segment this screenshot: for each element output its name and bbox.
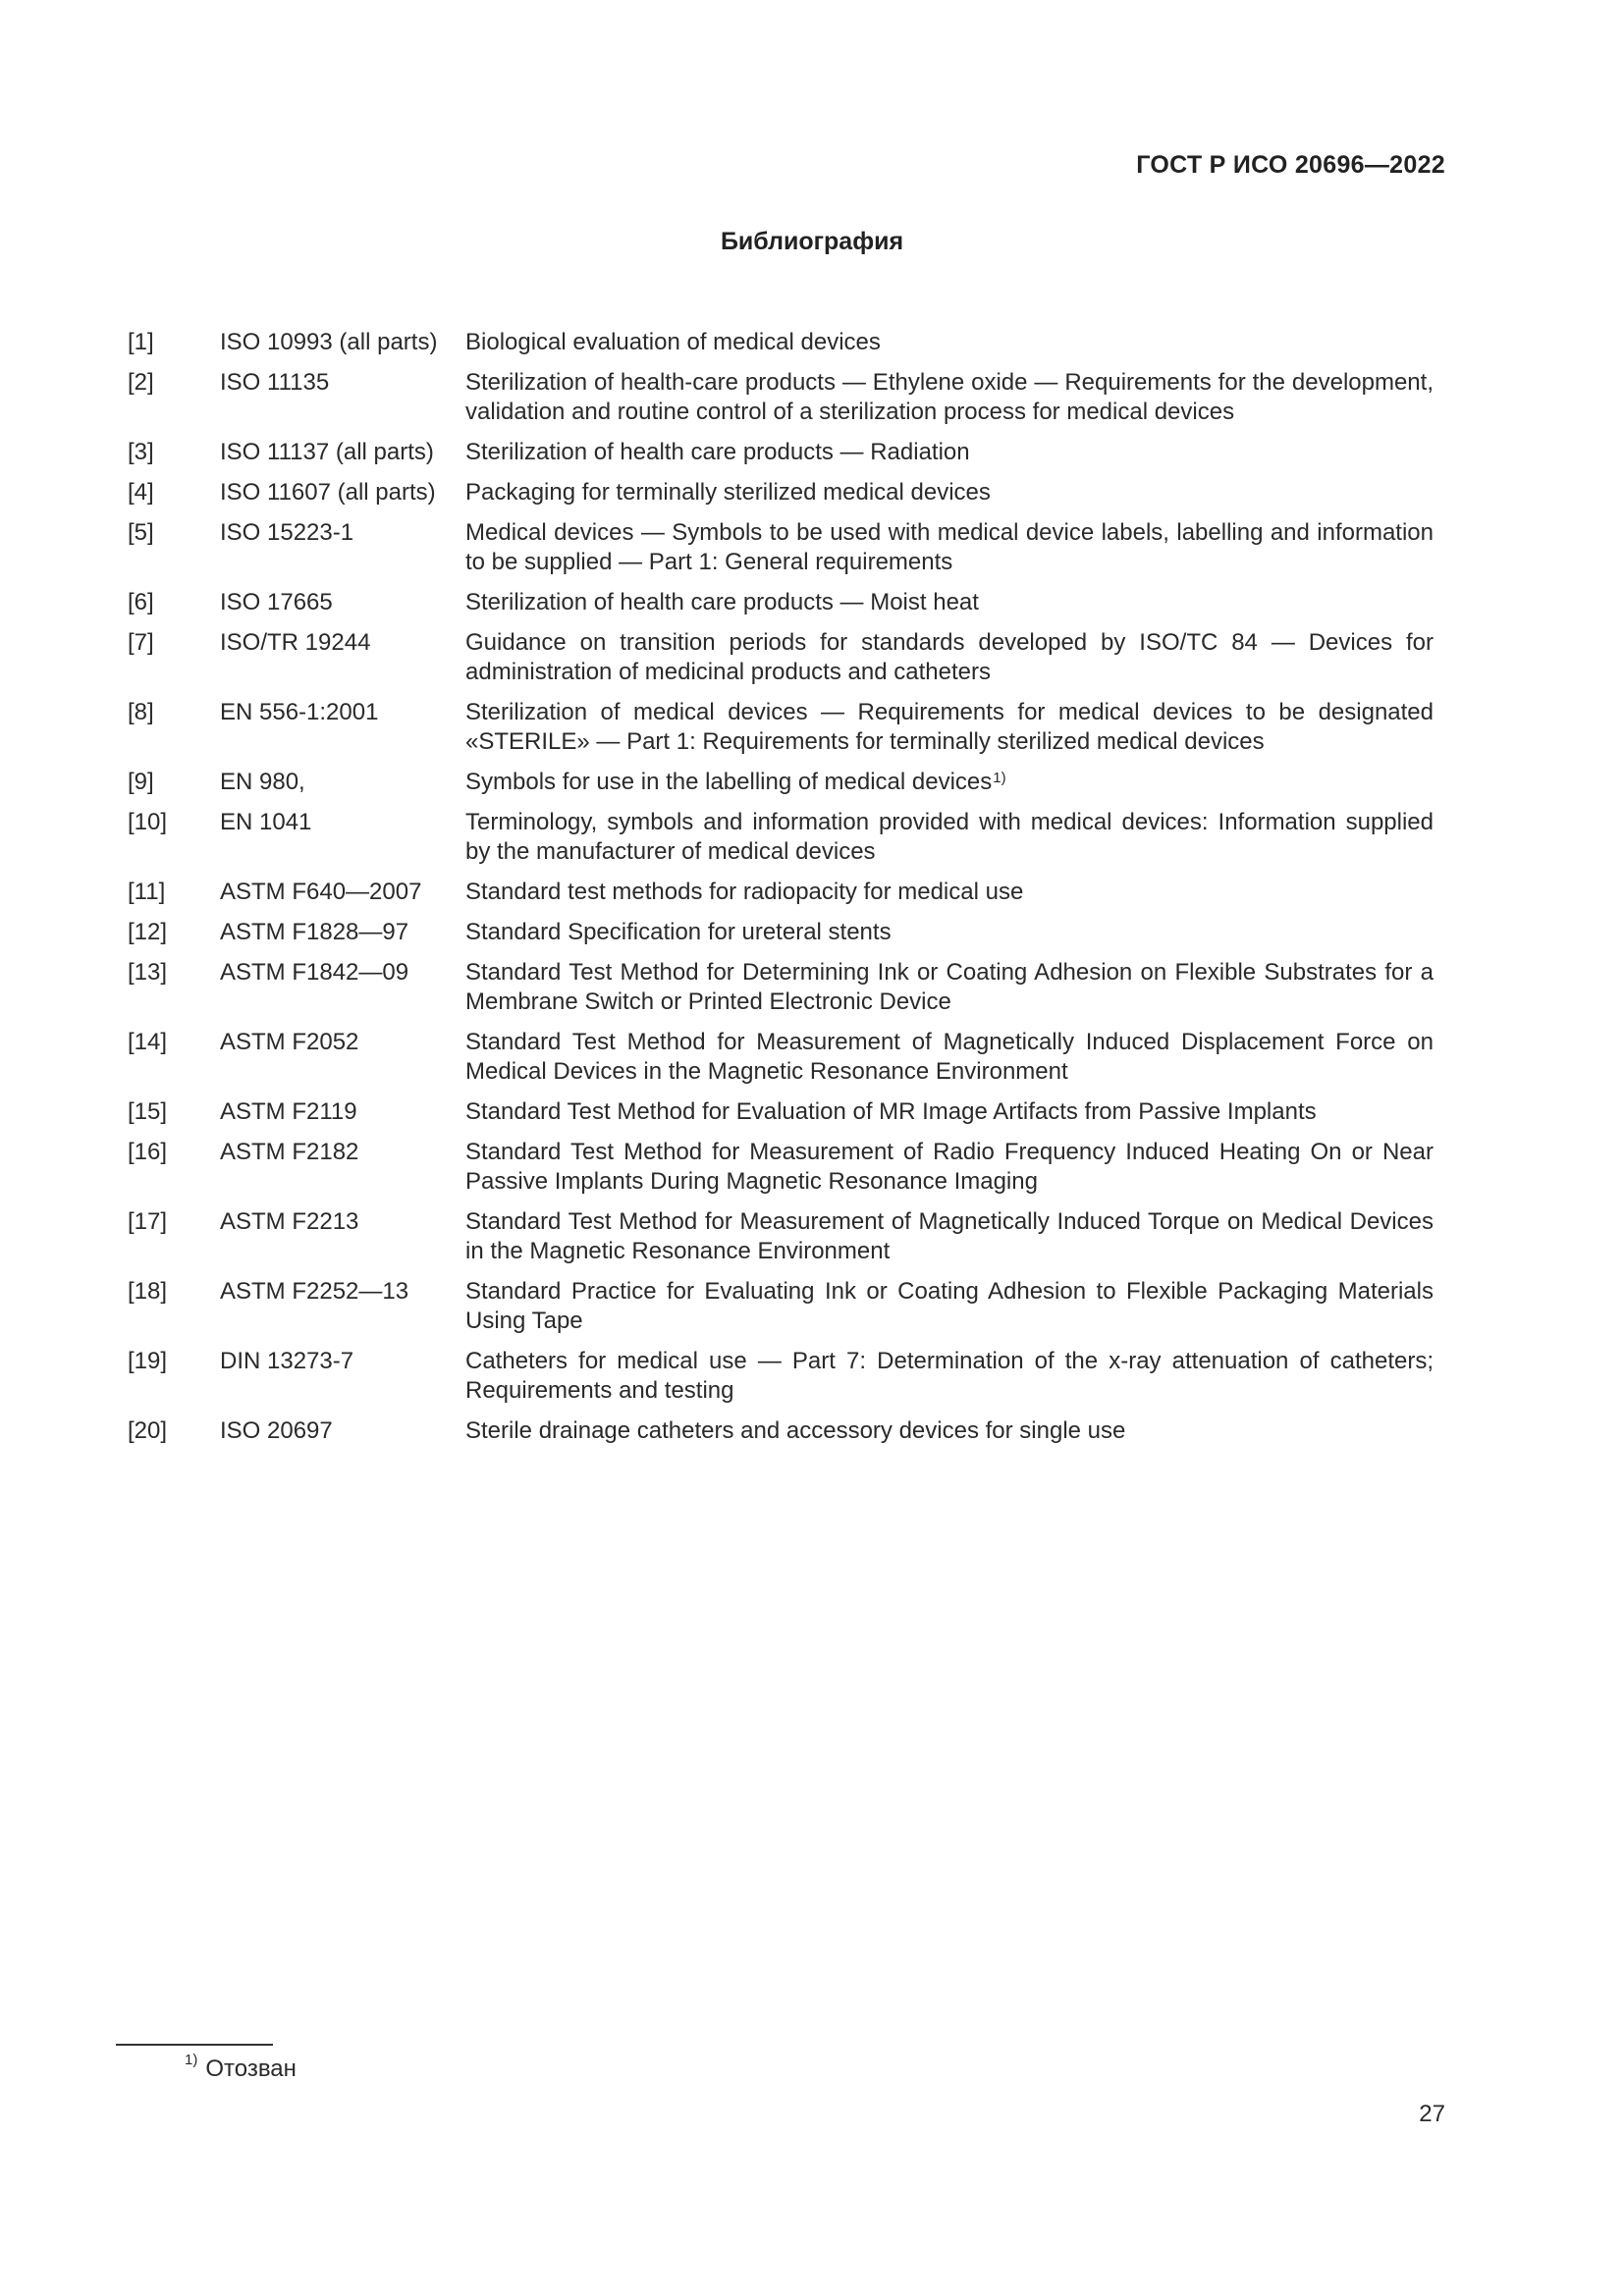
bibliography-entry: [128, 1347, 1434, 1416]
bibliography-entry: [128, 368, 1434, 438]
entry-number: [9]: [128, 769, 154, 795]
entry-title: Catheters for medical use — Part 7: Determination of the x-ray attenuation of catheters; Requirements and testing: [465, 1348, 1434, 1404]
footnote-mark: 1): [185, 2052, 198, 2068]
entry-title: Medical devices — Symbols to be used with medical device labels, labelling and information to be supplied — Part 1: General requirements: [465, 519, 1434, 575]
entry-title-cell: [465, 1347, 1434, 1416]
entry-title: Terminology, symbols and information provided with medical devices: Information supplied by the manufacturer of medical devices: [465, 809, 1434, 865]
bibliography-entry: [128, 588, 1434, 628]
footnote-text: Отозван: [205, 2056, 297, 2082]
entry-number: [1]: [128, 329, 154, 355]
entry-title-cell: [465, 1138, 1434, 1207]
entry-reference: ASTM F1842—09: [220, 959, 409, 986]
entry-number: [19]: [128, 1348, 168, 1374]
entry-number: [17]: [128, 1208, 168, 1235]
entry-title-cell: [465, 1277, 1434, 1347]
bibliography-entry: [128, 1028, 1434, 1097]
entry-title: Standard test methods for radiopacity for medical use: [465, 879, 1024, 905]
entry-reference: ISO 11607 (all parts): [220, 479, 436, 506]
bibliography-entry: [128, 808, 1434, 878]
entry-number: [14]: [128, 1029, 168, 1055]
entry-title: Sterilization of health care products — Radiation: [465, 439, 970, 465]
entry-number: [4]: [128, 479, 154, 506]
entry-title-cell: [465, 628, 1434, 698]
footnote-divider: [116, 2044, 273, 2046]
entry-title-cell: [465, 518, 1434, 588]
entry-reference: ISO 17665: [220, 589, 333, 615]
bibliography-entry: [128, 1416, 1434, 1457]
entry-title-cell: [465, 958, 1434, 1028]
bibliography-entry: [128, 1277, 1434, 1347]
entry-number: [18]: [128, 1278, 168, 1305]
bibliography-entry: [128, 1207, 1434, 1277]
entry-number: [8]: [128, 699, 154, 725]
entry-title: Standard Test Method for Measurement of Magnetically Induced Displacement Force on Medical Devices in the Magnetic Resonance Environment: [465, 1029, 1434, 1085]
entry-title: Sterilization of health-care products — Ethylene oxide — Requirements for the development, validation and routine control of a sterilization process for medical devices: [465, 369, 1434, 425]
entry-title-cell: [465, 438, 1434, 478]
entry-reference: ISO 11137 (all parts): [220, 439, 434, 465]
footnote: [185, 2052, 297, 2083]
entry-reference: ISO 20697: [220, 1417, 333, 1444]
entry-title: Standard Practice for Evaluating Ink or Coating Adhesion to Flexible Packaging Materials Using Tape: [465, 1278, 1434, 1334]
entry-reference: DIN 13273-7: [220, 1348, 354, 1374]
page-number: 27: [1419, 2101, 1445, 2127]
entry-reference: EN 556-1:2001: [220, 699, 379, 725]
entry-title: Symbols for use in the labelling of medical devices: [465, 769, 993, 795]
entry-reference: ASTM F640—2007: [220, 879, 422, 905]
bibliography-entry: [128, 1138, 1434, 1207]
bibliography-entry: [128, 518, 1434, 588]
entry-title-cell: [465, 588, 1434, 628]
entry-reference: ASTM F2119: [220, 1098, 357, 1125]
entry-title: Sterilization of medical devices — Requirements for medical devices to be designated «STERILE» — Part 1: Requirements for terminally sterilized medical devices: [465, 699, 1434, 755]
entry-title: Standard Test Method for Determining Ink or Coating Adhesion on Flexible Substrates for a Membrane Switch or Printed Electronic Device: [465, 959, 1434, 1015]
entry-reference: ISO 15223-1: [220, 519, 354, 546]
entry-number: [6]: [128, 589, 154, 615]
entry-number: [11]: [128, 879, 166, 905]
entry-number: [15]: [128, 1098, 168, 1125]
entry-title: Sterilization of health care products — Moist heat: [465, 589, 979, 615]
entry-number: [7]: [128, 629, 154, 656]
bibliography-table: [128, 328, 1434, 1457]
entry-title: Standard Test Method for Evaluation of MR Image Artifacts from Passive Implants: [465, 1098, 1317, 1125]
entry-title-cell: [465, 698, 1434, 768]
bibliography-list: [128, 328, 1434, 1457]
entry-number: [13]: [128, 959, 168, 986]
entry-title: Sterile drainage catheters and accessory devices for single use: [465, 1417, 1126, 1444]
entry-reference: ASTM F1828—97: [220, 919, 409, 945]
footnote-reference-mark: 1): [993, 770, 1006, 786]
entry-title-cell: [465, 918, 1434, 958]
entry-title: Standard Test Method for Measurement of Magnetically Induced Torque on Medical Devices in the Magnetic Resonance Environment: [465, 1208, 1434, 1264]
section-title: Библиография: [720, 228, 904, 255]
entry-reference: ASTM F2052: [220, 1029, 359, 1055]
entry-title-cell: [465, 1416, 1434, 1457]
entry-title-cell: [465, 878, 1434, 918]
entry-reference: ISO 10993 (all parts): [220, 329, 438, 355]
entry-title-cell: [465, 368, 1434, 438]
entry-number: [3]: [128, 439, 154, 465]
entry-title: Standard Specification for ureteral stents: [465, 919, 892, 945]
entry-title: Standard Test Method for Measurement of Radio Frequency Induced Heating On or Near Passive Implants During Magnetic Resonance Imaging: [465, 1139, 1434, 1195]
entry-title: Biological evaluation of medical devices: [465, 329, 881, 355]
bibliography-entry: [128, 438, 1434, 478]
entry-title-cell: [465, 768, 1434, 808]
entry-number: [16]: [128, 1139, 168, 1165]
bibliography-entry: [128, 328, 1434, 368]
entry-reference: ASTM F2182: [220, 1139, 359, 1165]
entry-title-cell: [465, 478, 1434, 518]
bibliography-entry: [128, 698, 1434, 768]
entry-reference: EN 1041: [220, 809, 312, 835]
entry-title-cell: [465, 808, 1434, 878]
entry-reference: ASTM F2252—13: [220, 1278, 409, 1305]
bibliography-entry: [128, 918, 1434, 958]
entry-number: [2]: [128, 369, 154, 396]
bibliography-entry: [128, 768, 1434, 808]
entry-title-cell: [465, 1207, 1434, 1277]
bibliography-entry: [128, 878, 1434, 918]
entry-number: [20]: [128, 1417, 168, 1444]
entry-reference: ISO/TR 19244: [220, 629, 371, 656]
entry-reference: ASTM F2213: [220, 1208, 359, 1235]
bibliography-entry: [128, 1097, 1434, 1138]
entry-number: [12]: [128, 919, 168, 945]
standard-code-header: ГОСТ Р ИСО 20696—2022: [1136, 151, 1445, 179]
entry-number: [5]: [128, 519, 154, 546]
bibliography-entry: [128, 958, 1434, 1028]
bibliography-entry: [128, 628, 1434, 698]
entry-reference: EN 980,: [220, 769, 305, 795]
entry-title-cell: [465, 1097, 1434, 1138]
bibliography-entry: [128, 478, 1434, 518]
entry-title-cell: [465, 1028, 1434, 1097]
entry-title-cell: [465, 328, 1434, 368]
entry-reference: ISO 11135: [220, 369, 330, 396]
entry-number: [10]: [128, 809, 168, 835]
entry-title: Guidance on transition periods for standards developed by ISO/TC 84 — Devices for administration of medicinal products and catheters: [465, 629, 1434, 685]
entry-title: Packaging for terminally sterilized medical devices: [465, 479, 991, 506]
